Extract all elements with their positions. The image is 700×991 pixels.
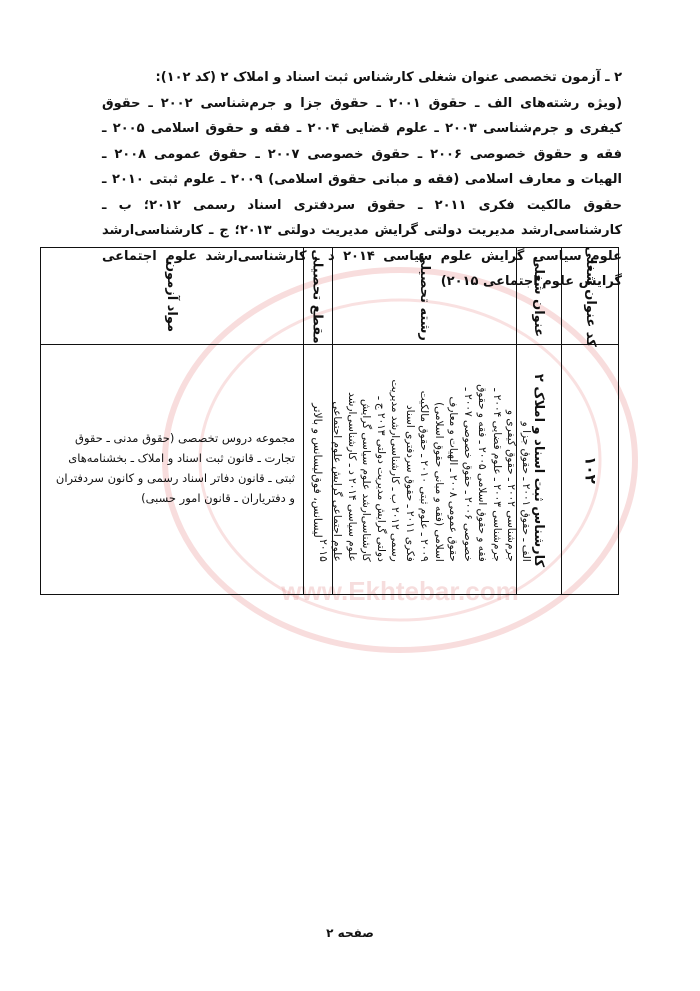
- header-job-title: عنوان شغلی: [531, 255, 546, 337]
- header-code: کد عنوان شغلی: [583, 245, 598, 347]
- intro-body: (ویژه رشته‌های الف ـ حقوق ۲۰۰۱ ـ حقوق جزا و جرم‌شناسی ۲۰۰۲ ـ حقوق کیفری و جرم‌شناسی ۲۰۰۳ ـ علوم قضایی ۲۰۰۴ ـ فقه و حقوق اسلامی ۲۰۰۵ ـ فقه و حقوق خصوصی ۲۰۰۶ ـ حقوق خصوصی ۲۰۰۷ ـ حقوق عمومی ۲۰۰۸ ـ الهیات و معارف اسلامی (فقه و مبانی حقوق اسلامی) ۲۰۰۹ ـ علوم ثبتی ۲۰۱۰ ـ حقوق مالکیت فکری ۲۰۱۱ ـ حقوق سردفتری اسناد رسمی ۲۰۱۲؛ ب ـ کارشناسی‌ارشد مدیریت دولتی گرایش مدیریت دولتی ۲۰۱۳؛ ج ـ کارشناسی‌ارشد علوم سیاسی گرایش علوم سیاسی ۲۰۱۴ د ـ کارشناسی‌ارشد علوم اجتماعی گرایش علوم اجتماعی ۲۰۱۵): [102, 95, 623, 289]
- watermark-url: www.Ekhtebar.com: [281, 576, 519, 606]
- header-degree: مقطع تحصیلی: [310, 248, 325, 344]
- exam-table: [40, 247, 619, 595]
- cell-degree: لیسانس، فوق‌لیسانس و بالاتر: [311, 402, 324, 538]
- cell-subjects: مجموعه دروس تخصصی (حقوق مدنی ـ حقوق تجارت ـ قانون ثبت اسناد و املاک ـ بخشنامه‌های ثبتی ـ قانون دفاتر اسناد رسمی و کانون سردفتران و دفتریاران ـ قانون امور حسبی): [55, 431, 295, 505]
- intro-heading: ۲ ـ آزمون تخصصی عنوان شغلی کارشناس ثبت اسناد و املاک ۲ (کد ۱۰۲):: [155, 70, 622, 85]
- page-number: صفحه ۲: [326, 926, 374, 940]
- header-subjects: مواد آزمون: [164, 260, 180, 332]
- cell-field: الف ـ حقوق ۲۰۰۱ ـ حقوق جزا و جرم‌شناسی ۲۰۰۲ ـ حقوق کیفری و جرم‌شناسی ۲۰۰۳ ـ علوم قضایی ۲۰۰۴ ـ فقه و حقوق اسلامی ۲۰۰۵ ـ فقه و حقوق خصوصی ۲۰۰۶ ـ حقوق خصوصی ۲۰۰۷ ـ حقوق عمومی ۲۰۰۸ ـ الهیات و معارف اسلامی (فقه و مبانی حقوق اسلامی) ۲۰۰۹ ـ علوم ثبتی ۲۰۱۰ ـ حقوق مالکیت فکری ۲۰۱۱ ـ حقوق سردفتری اسناد رسمی ۲۰۱۲ ب ـ کارشناسی‌ارشد مدیریت دولتی گرایش مدیریت دولتی ۲۰۱۳ ج ـ کارشناسی‌ارشد علوم سیاسی گرایش علوم سیاسی ۲۰۱۴ د ـ کارشناسی‌ارشد علوم اجتماعی گرایش علوم اجتماعی ۲۰۱۵: [316, 379, 532, 562]
- cell-job-title: کارشناس ثبت اسناد و املاک ۲: [531, 373, 547, 567]
- cell-code: ۱۰۲: [581, 456, 600, 484]
- header-field: رشته تحصیلی: [416, 251, 432, 341]
